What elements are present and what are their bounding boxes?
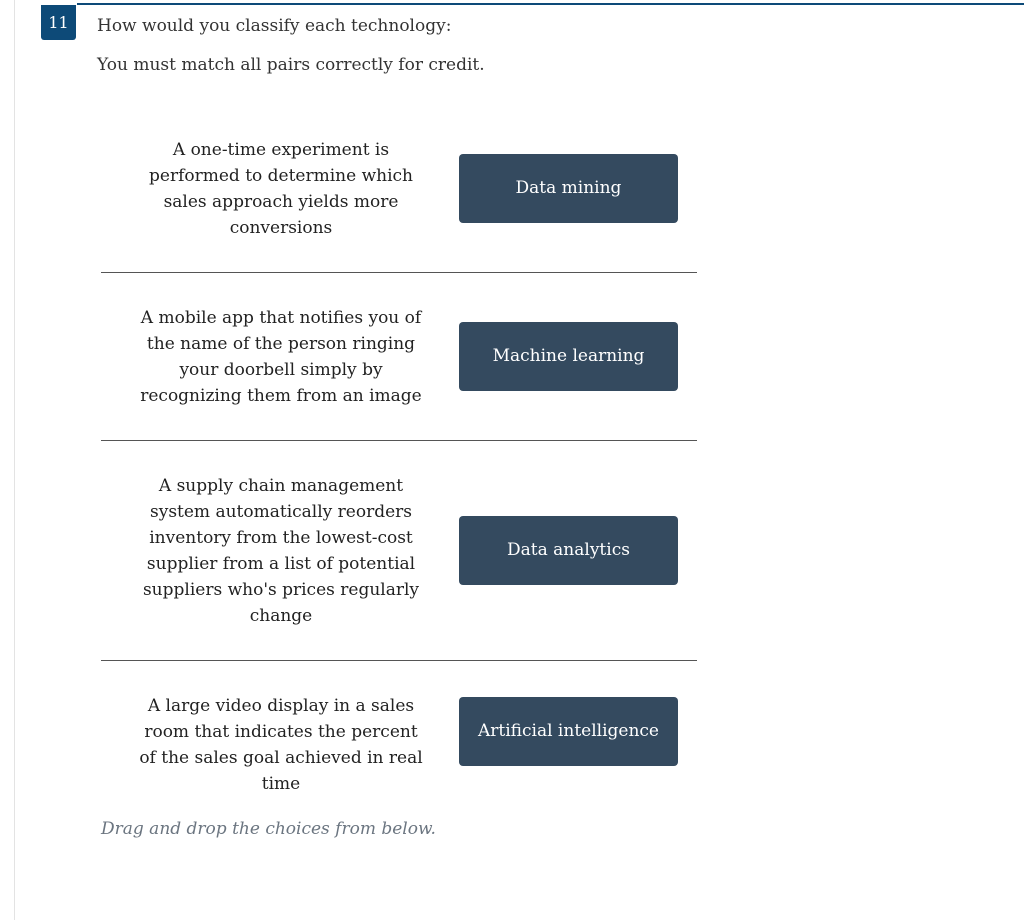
question-instruction: You must match all pairs correctly for credit. bbox=[97, 55, 485, 75]
question-prompt: How would you classify each technology: bbox=[97, 16, 452, 36]
answer-chip-machine-learning[interactable]: Machine learning bbox=[459, 322, 678, 391]
pair-statement: A large video display in a sales room that indicates the percent of the sales goal achieved in real time bbox=[139, 696, 423, 794]
drag-drop-hint: Drag and drop the choices from below. bbox=[101, 819, 436, 839]
left-border bbox=[14, 0, 15, 920]
pair-statement: A one-time experiment is performed to determine which sales approach yields more conversions bbox=[149, 140, 413, 238]
answer-chip-data-mining[interactable]: Data mining bbox=[459, 154, 678, 223]
pair-statement: A supply chain management system automatically reorders inventory from the lowest-cost supplier from a list of potential suppliers who's prices regularly change bbox=[142, 476, 420, 626]
match-pair-3 bbox=[101, 440, 697, 661]
match-pair-2 bbox=[101, 272, 697, 441]
question-header-rule bbox=[77, 3, 1024, 5]
question-number-badge: 11 bbox=[41, 5, 76, 40]
answer-chip-data-analytics[interactable]: Data analytics bbox=[459, 516, 678, 585]
match-pair-1 bbox=[101, 120, 697, 273]
match-pair-4 bbox=[101, 660, 697, 794]
pair-statement: A mobile app that notifies you of the name of the person ringing your doorbell simply by recognizing them from an image bbox=[140, 308, 422, 406]
answer-chip-artificial-intelligence[interactable]: Artificial intelligence bbox=[459, 697, 678, 766]
